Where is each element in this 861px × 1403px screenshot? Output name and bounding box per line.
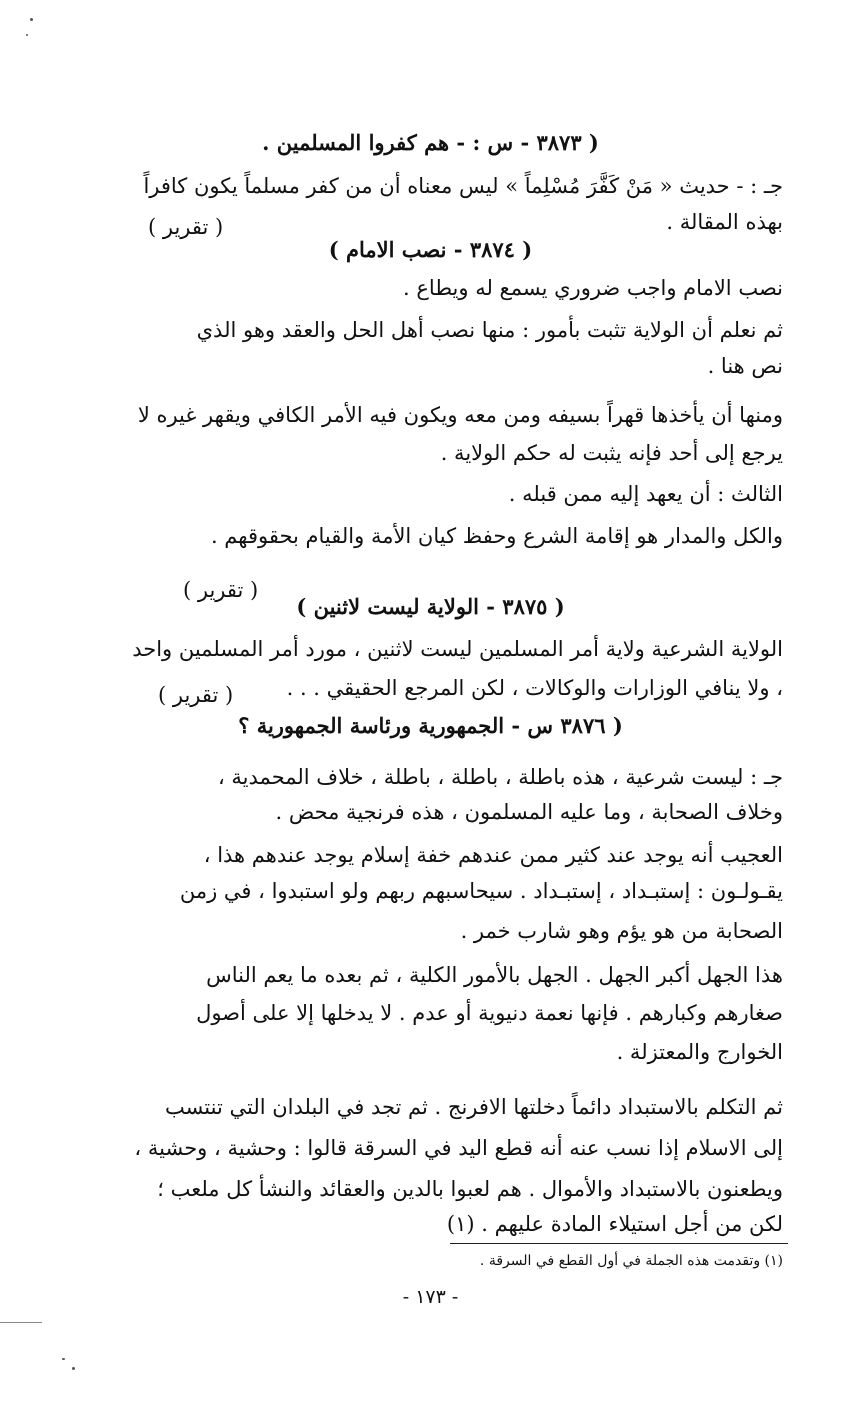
entry-3875-heading: ( ٣٨٧٥ - الولاية ليست لاثنين )	[296, 594, 565, 619]
scan-speck	[26, 34, 28, 36]
entry-3873-heading: ( ٣٨٧٣ - س : - هم كفروا المسلمين .	[262, 130, 599, 155]
footnote-divider	[450, 1243, 788, 1244]
scan-speck	[62, 1358, 65, 1360]
text-line: الثالث : أن يعهد إليه ممن قبله .	[508, 482, 783, 506]
scan-edge-line	[0, 1322, 42, 1323]
text-line: ، ولا ينافي الوزارات والوكالات ، لكن المرجع الحقيقي . . .	[286, 676, 783, 700]
text-line: ومنها أن يأخذها قهراً بسيفه ومن معه ويكون فيه الأمر الكافي ويقهر غيره لا	[137, 403, 783, 427]
text-line: بهذه المقالة .	[666, 210, 783, 234]
text-line: يقـولـون : إستبـداد ، إستبـداد . سيحاسبهم ربهم ولو استبدوا ، في زمن	[179, 879, 783, 903]
taqrir-tag: ( تقرير )	[158, 683, 234, 707]
text-line: ثم التكلم بالاستبداد دائماً دخلتها الافرنج . ثم تجد في البلدان التي تنتسب	[164, 1095, 783, 1119]
text-line: إلى الاسلام إذا نسب عنه أنه قطع اليد في السرقة قالوا : وحشية ، وحشية ،	[134, 1136, 783, 1160]
text-line: العجيب أنه يوجد عند كثير ممن عندهم خفة إسلام يوجد عندهم هذا ،	[203, 843, 783, 867]
text-line: لكن من أجل استيلاء المادة عليهم . (١)	[446, 1212, 783, 1236]
taqrir-tag: ( تقرير )	[183, 578, 259, 602]
text-line: نصب الامام واجب ضروري يسمع له ويطاع .	[403, 276, 783, 300]
text-line: ويطعنون بالاستبداد والأموال . هم لعبوا بالدين والعقائد والنشأ كل ملعب ؛	[157, 1177, 783, 1201]
text-line: نص هنا .	[707, 354, 783, 378]
scan-speck	[30, 18, 33, 21]
page-number: - ١٧٣ -	[402, 1286, 459, 1308]
text-line: ثم نعلم أن الولاية تثبت بأمور : منها نصب أهل الحل والعقد وهو الذي	[196, 318, 783, 342]
text-line: الولاية الشرعية ولاية أمر المسلمين ليست لاثنين ، مورد أمر المسلمين واحد	[132, 637, 783, 661]
text-line: وخلاف الصحابة ، وما عليه المسلمون ، هذه فرنجية محض .	[275, 800, 783, 824]
text-line: يرجع إلى أحد فإنه يثبت له حكم الولاية .	[440, 441, 783, 465]
taqrir-tag: ( تقرير )	[148, 215, 224, 239]
text-line: الخوارج والمعتزلة .	[616, 1040, 783, 1064]
text-line: جـ : - حديث « مَنْ كَفَّرَ مُسْلِماً » ليس معناه أن من كفر مسلماً يكون كافراً	[143, 174, 783, 198]
entry-3876-heading: ( ٣٨٧٦ س - الجمهورية ورئاسة الجمهورية ؟	[238, 713, 623, 738]
text-line: هذا الجهل أكبر الجهل . الجهل بالأمور الكلية ، ثم بعده ما يعم الناس	[206, 963, 783, 987]
text-line: صغارهم وكبارهم . فإنها نعمة دنيوية أو عدم . لا يدخلها إلا على أصول	[196, 1001, 783, 1025]
scan-speck	[72, 1367, 75, 1370]
text-line: جـ : ليست شرعية ، هذه باطلة ، باطلة ، باطلة ، خلاف المحمدية ،	[217, 765, 783, 789]
text-line: والكل والمدار هو إقامة الشرع وحفظ كيان الأمة والقيام بحقوقهم .	[210, 524, 783, 548]
text-line: الصحابة من هو يؤم وهو شارب خمر .	[460, 919, 783, 943]
entry-3874-heading: ( ٣٨٧٤ - نصب الامام )	[328, 237, 533, 262]
footnote: (١) وتقدمت هذه الجملة في أول القطع في السرقة .	[479, 1253, 783, 1269]
